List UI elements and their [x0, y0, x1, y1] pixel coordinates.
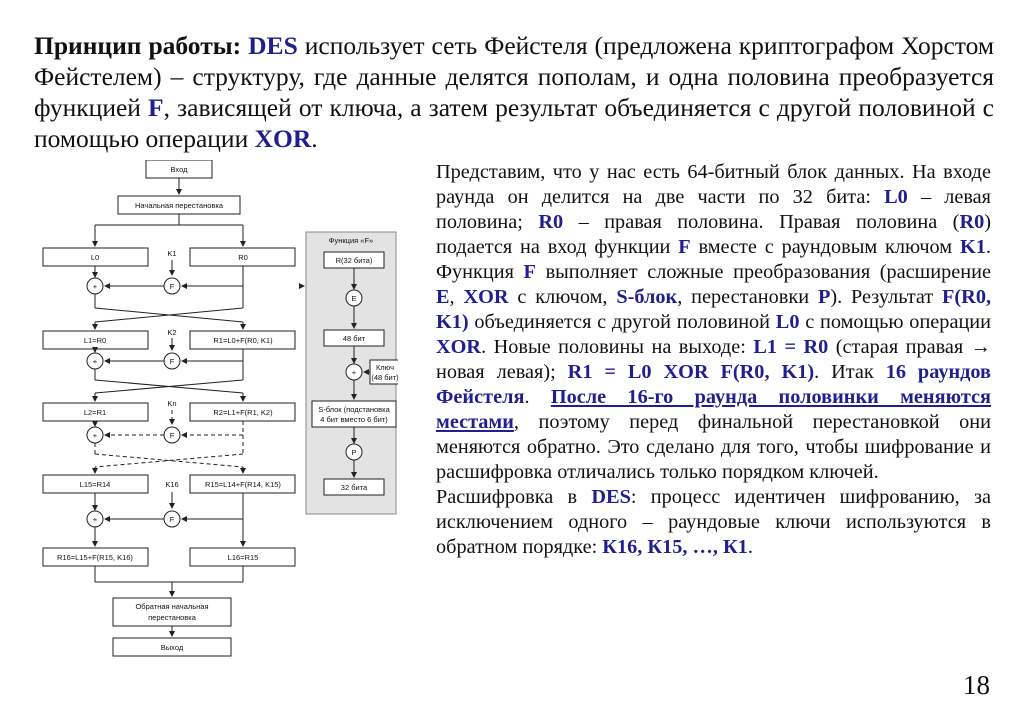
exp-23: объединяется с другой половиной — [468, 311, 776, 333]
k1-label: K1 — [167, 249, 177, 258]
exp-f-2: F — [523, 261, 536, 283]
intro-f: F — [148, 93, 164, 122]
l16-label: L16=R15 — [227, 553, 259, 562]
exp-r0-2: R0 — [959, 211, 985, 233]
exp-1: Представим, что у нас есть 64-битный блок данных. На входе раунда он делится на две части по 32 бита: — [436, 161, 991, 208]
f-1-label: F — [169, 282, 175, 291]
output-label: Выход — [160, 643, 184, 652]
page-number: 18 — [963, 670, 990, 700]
xor-2-label: + — [92, 357, 98, 366]
kn-label: Kn — [167, 399, 177, 408]
r15-label: R15=L14+F(R14, K15) — [205, 480, 281, 489]
intro-xor: XOR — [254, 124, 312, 153]
f-16-label: F — [169, 515, 175, 524]
dec-keys: К16, К15, …, К1 — [602, 536, 748, 558]
fn-32-label: 32 бита — [340, 483, 368, 492]
exp-25: с помощью операции — [799, 311, 992, 333]
explanation-text — [436, 160, 991, 560]
exp-19: , перестановки — [677, 286, 818, 308]
exp-3: – левая половина; — [436, 186, 991, 233]
final-perm-label-2: перестановка — [148, 613, 196, 622]
xor-1-label: + — [92, 282, 98, 291]
intro-paragraph — [34, 30, 994, 154]
l2-label: L2=R1 — [83, 408, 107, 417]
k2-label: K2 — [167, 328, 177, 337]
xor-n-label: + — [92, 431, 98, 440]
exp-xor-2: XOR — [436, 336, 482, 358]
fn-s-label-1: S-блок (подстановка — [318, 405, 390, 414]
fn-r-label: R(32 бита) — [335, 256, 373, 265]
exp-l0-2: L0 — [775, 311, 800, 333]
exp-fr0k1: F(R0, K1) — [436, 286, 992, 333]
xor-16-label: + — [92, 515, 98, 524]
fn-48-label: 48 бит — [342, 334, 366, 343]
r16-label: R16=L15+F(R15, K16) — [57, 553, 133, 562]
exp-f: F — [678, 236, 691, 258]
exp-5: – правая половина. Правая половина ( — [563, 211, 960, 233]
l0-label: L0 — [90, 253, 100, 262]
exp-11: . Функция — [436, 236, 991, 283]
input-label: Вход — [170, 165, 188, 174]
exp-15: , — [449, 286, 464, 308]
final-perm-label-1: Обратная начальная — [135, 602, 209, 611]
feistel-diagram — [38, 160, 398, 665]
fn-e-label: E — [351, 294, 357, 303]
exp-35: , поэтому перед финальной перестановкой они меняются обратно. Это сделано для того, чтобы шифрование и расшифровка отличались только порядком ключей. — [436, 411, 991, 483]
exp-33: . — [524, 386, 551, 408]
r0-label: R0 — [238, 253, 248, 262]
fn-s-label-2: 4 бит вместо 6 бит) — [320, 415, 388, 424]
intro-heading: Принцип работы: — [34, 31, 242, 60]
l1-label: L1=R0 — [83, 336, 107, 345]
intro-des: DES — [248, 31, 298, 60]
exp-7: ) подается на вход функции — [436, 211, 991, 258]
exp-p: P — [817, 286, 831, 308]
fn-key-label-1: Ключ — [375, 363, 395, 372]
fn-key-label-2: (48 бит) — [371, 373, 398, 382]
dec-5: . — [747, 536, 753, 558]
exp-31: . Итак — [814, 361, 886, 383]
initial-perm-label: Начальная перестановка — [134, 201, 224, 210]
dec-1: Расшифровка в — [436, 486, 592, 508]
exp-29: (старая правая → новая левая); — [436, 336, 992, 383]
f-n-label: F — [169, 431, 175, 440]
exp-r1: R1 = L0 XOR F(R0, K1) — [567, 361, 815, 383]
k16-label: K16 — [165, 480, 179, 489]
exp-9: вместе с раундовым ключом — [690, 236, 960, 258]
exp-k1: K1 — [959, 236, 986, 258]
r1-label: R1=L0+F(R0, K1) — [213, 336, 273, 345]
exp-e: E — [436, 286, 450, 308]
r2-label: R2=L1+F(R1, K2) — [213, 408, 273, 417]
exp-sblock: S-блок — [616, 286, 678, 308]
exp-17: с ключом, — [508, 286, 617, 308]
dec-3: : процесс идентичен шифрованию, за исключением одного – раундовые ключи используются в обратном порядке: — [436, 486, 991, 558]
exp-l0: L0 — [884, 186, 908, 208]
fn-p-label: P — [351, 448, 357, 457]
exp-l1: L1 = R0 — [753, 336, 829, 358]
dec-des: DES — [591, 486, 631, 508]
exp-27: . Новые половины на выходе: — [481, 336, 754, 358]
exp-r0: R0 — [538, 211, 564, 233]
exp-swap: После 16-го раунда половинки меняются местами — [436, 386, 992, 433]
intro-end: . — [311, 124, 318, 153]
exp-xor: XOR — [463, 286, 509, 308]
exp-13: выполняет сложные преобразования (расширение — [535, 261, 991, 283]
exp-21: ). Результат — [830, 286, 943, 308]
l15-label: L15=R14 — [79, 480, 111, 489]
f-2-label: F — [169, 357, 175, 366]
intro-text-1: использует сеть Фейстеля (предложена криптографом Хорстом Фейстелем) – структуру, где данные делятся пополам, и одна половина преобразуется функцией — [34, 31, 995, 122]
fn-xor-label: + — [351, 368, 357, 377]
intro-text-2: , зависящей от ключа, а затем результат объединяется с другой половиной с помощью операции — [34, 93, 994, 153]
fn-title: Функция «F» — [328, 236, 374, 245]
exp-16rounds: 16 раундов Фейстеля — [436, 361, 991, 408]
feistel-svg — [38, 160, 398, 660]
